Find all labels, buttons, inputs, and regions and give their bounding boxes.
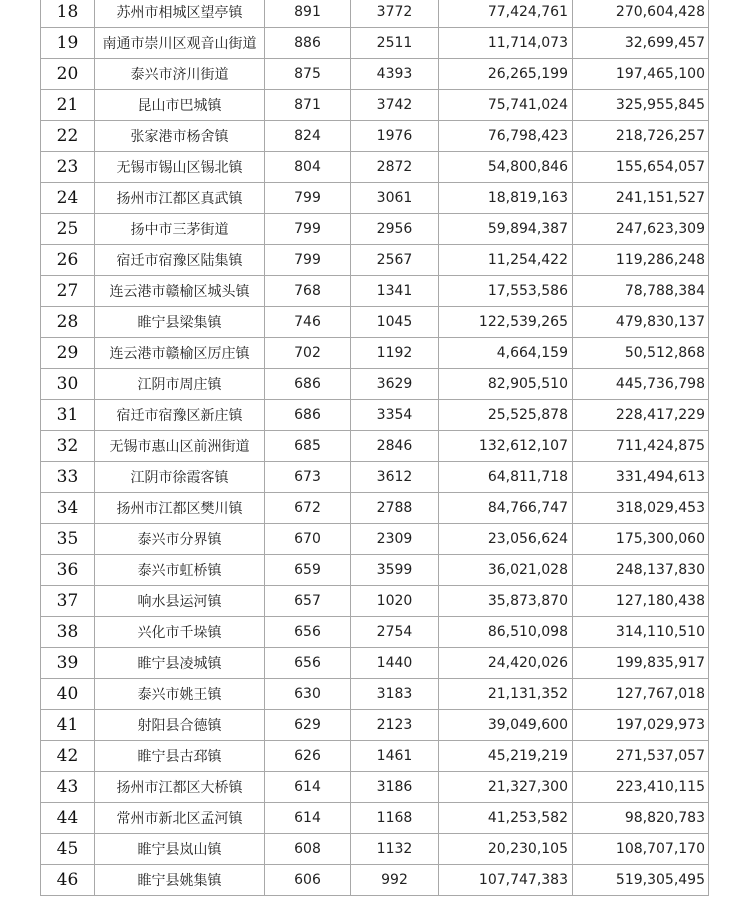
value-b-cell: 2123 [351, 710, 439, 741]
value-c-cell: 21,131,352 [439, 679, 573, 710]
value-d-cell: 32,699,457 [573, 28, 709, 59]
table-row [41, 152, 709, 183]
town-name-cell: 连云港市赣榆区厉庄镇 [95, 338, 265, 369]
table-row [41, 617, 709, 648]
value-a-cell: 657 [265, 586, 351, 617]
town-name-cell: 睢宁县古邳镇 [95, 741, 265, 772]
value-c-cell: 77,424,761 [439, 0, 573, 28]
town-name-cell: 昆山市巴城镇 [95, 90, 265, 121]
value-d-cell: 445,736,798 [573, 369, 709, 400]
rank-cell: 37 [41, 586, 95, 617]
rank-cell: 29 [41, 338, 95, 369]
value-c-cell: 35,873,870 [439, 586, 573, 617]
value-b-cell: 2956 [351, 214, 439, 245]
town-name-cell: 扬中市三茅街道 [95, 214, 265, 245]
rank-cell: 26 [41, 245, 95, 276]
value-a-cell: 685 [265, 431, 351, 462]
table-row [41, 183, 709, 214]
value-a-cell: 886 [265, 28, 351, 59]
value-d-cell: 248,137,830 [573, 555, 709, 586]
value-b-cell: 3599 [351, 555, 439, 586]
value-a-cell: 702 [265, 338, 351, 369]
value-d-cell: 247,623,309 [573, 214, 709, 245]
value-d-cell: 199,835,917 [573, 648, 709, 679]
value-d-cell: 711,424,875 [573, 431, 709, 462]
value-a-cell: 656 [265, 648, 351, 679]
value-d-cell: 119,286,248 [573, 245, 709, 276]
value-d-cell: 108,707,170 [573, 834, 709, 865]
value-a-cell: 673 [265, 462, 351, 493]
value-d-cell: 127,180,438 [573, 586, 709, 617]
town-name-cell: 扬州市江都区大桥镇 [95, 772, 265, 803]
value-b-cell: 3183 [351, 679, 439, 710]
table-row [41, 28, 709, 59]
rank-cell: 24 [41, 183, 95, 214]
value-b-cell: 3742 [351, 90, 439, 121]
town-name-cell: 宿迁市宿豫区陆集镇 [95, 245, 265, 276]
rank-cell: 22 [41, 121, 95, 152]
rank-cell: 20 [41, 59, 95, 90]
town-name-cell: 睢宁县姚集镇 [95, 865, 265, 896]
value-c-cell: 26,265,199 [439, 59, 573, 90]
value-b-cell: 1168 [351, 803, 439, 834]
table-row [41, 400, 709, 431]
value-b-cell: 1045 [351, 307, 439, 338]
value-b-cell: 2511 [351, 28, 439, 59]
value-b-cell: 1440 [351, 648, 439, 679]
value-a-cell: 768 [265, 276, 351, 307]
rank-cell: 41 [41, 710, 95, 741]
rank-cell: 30 [41, 369, 95, 400]
value-b-cell: 1976 [351, 121, 439, 152]
value-c-cell: 132,612,107 [439, 431, 573, 462]
table-row [41, 462, 709, 493]
value-a-cell: 614 [265, 803, 351, 834]
value-c-cell: 24,420,026 [439, 648, 573, 679]
value-d-cell: 127,767,018 [573, 679, 709, 710]
value-a-cell: 799 [265, 245, 351, 276]
value-b-cell: 2567 [351, 245, 439, 276]
value-b-cell: 2754 [351, 617, 439, 648]
value-a-cell: 871 [265, 90, 351, 121]
value-b-cell: 3612 [351, 462, 439, 493]
value-a-cell: 608 [265, 834, 351, 865]
rank-cell: 31 [41, 400, 95, 431]
table-row [41, 121, 709, 152]
value-d-cell: 479,830,137 [573, 307, 709, 338]
value-a-cell: 891 [265, 0, 351, 28]
value-b-cell: 3354 [351, 400, 439, 431]
rank-cell: 46 [41, 865, 95, 896]
value-b-cell: 3772 [351, 0, 439, 28]
town-name-cell: 兴化市千垛镇 [95, 617, 265, 648]
table-row [41, 0, 709, 28]
town-name-cell: 无锡市锡山区锡北镇 [95, 152, 265, 183]
value-c-cell: 86,510,098 [439, 617, 573, 648]
town-name-cell: 睢宁县岚山镇 [95, 834, 265, 865]
table-row [41, 555, 709, 586]
value-c-cell: 122,539,265 [439, 307, 573, 338]
value-d-cell: 314,110,510 [573, 617, 709, 648]
town-name-cell: 泰兴市姚王镇 [95, 679, 265, 710]
rank-cell: 32 [41, 431, 95, 462]
value-a-cell: 656 [265, 617, 351, 648]
value-c-cell: 54,800,846 [439, 152, 573, 183]
value-d-cell: 325,955,845 [573, 90, 709, 121]
value-d-cell: 331,494,613 [573, 462, 709, 493]
value-b-cell: 1341 [351, 276, 439, 307]
value-a-cell: 804 [265, 152, 351, 183]
value-a-cell: 670 [265, 524, 351, 555]
value-a-cell: 686 [265, 400, 351, 431]
value-a-cell: 626 [265, 741, 351, 772]
table-row [41, 307, 709, 338]
value-a-cell: 630 [265, 679, 351, 710]
value-c-cell: 39,049,600 [439, 710, 573, 741]
value-d-cell: 228,417,229 [573, 400, 709, 431]
table-row [41, 803, 709, 834]
value-b-cell: 4393 [351, 59, 439, 90]
value-d-cell: 223,410,115 [573, 772, 709, 803]
value-c-cell: 45,219,219 [439, 741, 573, 772]
value-c-cell: 4,664,159 [439, 338, 573, 369]
value-c-cell: 41,253,582 [439, 803, 573, 834]
value-b-cell: 3186 [351, 772, 439, 803]
table-row [41, 276, 709, 307]
value-c-cell: 64,811,718 [439, 462, 573, 493]
value-a-cell: 606 [265, 865, 351, 896]
value-b-cell: 992 [351, 865, 439, 896]
town-name-cell: 泰兴市虹桥镇 [95, 555, 265, 586]
town-name-cell: 张家港市杨舍镇 [95, 121, 265, 152]
rank-cell: 33 [41, 462, 95, 493]
table-row [41, 90, 709, 121]
value-b-cell: 1192 [351, 338, 439, 369]
rank-cell: 34 [41, 493, 95, 524]
value-a-cell: 799 [265, 183, 351, 214]
value-a-cell: 614 [265, 772, 351, 803]
table-row [41, 338, 709, 369]
rank-cell: 36 [41, 555, 95, 586]
value-b-cell: 2872 [351, 152, 439, 183]
value-c-cell: 25,525,878 [439, 400, 573, 431]
value-c-cell: 17,553,586 [439, 276, 573, 307]
table-row [41, 741, 709, 772]
value-b-cell: 2309 [351, 524, 439, 555]
value-b-cell: 2788 [351, 493, 439, 524]
table-row [41, 710, 709, 741]
value-d-cell: 519,305,495 [573, 865, 709, 896]
table-row [41, 493, 709, 524]
value-a-cell: 824 [265, 121, 351, 152]
rank-cell: 42 [41, 741, 95, 772]
town-name-cell: 宿迁市宿豫区新庄镇 [95, 400, 265, 431]
value-d-cell: 270,604,428 [573, 0, 709, 28]
value-b-cell: 3629 [351, 369, 439, 400]
town-name-cell: 射阳县合德镇 [95, 710, 265, 741]
rank-cell: 25 [41, 214, 95, 245]
value-a-cell: 686 [265, 369, 351, 400]
value-d-cell: 218,726,257 [573, 121, 709, 152]
value-a-cell: 746 [265, 307, 351, 338]
rank-cell: 43 [41, 772, 95, 803]
table-row [41, 214, 709, 245]
town-name-cell: 常州市新北区孟河镇 [95, 803, 265, 834]
rank-cell: 28 [41, 307, 95, 338]
town-name-cell: 扬州市江都区真武镇 [95, 183, 265, 214]
value-a-cell: 799 [265, 214, 351, 245]
table-row [41, 772, 709, 803]
value-c-cell: 20,230,105 [439, 834, 573, 865]
town-name-cell: 泰兴市济川街道 [95, 59, 265, 90]
value-c-cell: 11,714,073 [439, 28, 573, 59]
town-name-cell: 泰兴市分界镇 [95, 524, 265, 555]
rank-cell: 44 [41, 803, 95, 834]
town-name-cell: 扬州市江都区樊川镇 [95, 493, 265, 524]
rank-cell: 38 [41, 617, 95, 648]
table-row [41, 679, 709, 710]
value-d-cell: 78,788,384 [573, 276, 709, 307]
town-name-cell: 响水县运河镇 [95, 586, 265, 617]
value-c-cell: 36,021,028 [439, 555, 573, 586]
value-a-cell: 659 [265, 555, 351, 586]
value-b-cell: 1461 [351, 741, 439, 772]
value-c-cell: 18,819,163 [439, 183, 573, 214]
ranking-table-body [41, 0, 709, 896]
value-c-cell: 21,327,300 [439, 772, 573, 803]
value-d-cell: 197,029,973 [573, 710, 709, 741]
rank-cell: 35 [41, 524, 95, 555]
town-name-cell: 南通市崇川区观音山街道 [95, 28, 265, 59]
value-c-cell: 76,798,423 [439, 121, 573, 152]
town-name-cell: 苏州市相城区望亭镇 [95, 0, 265, 28]
value-a-cell: 629 [265, 710, 351, 741]
town-name-cell: 睢宁县凌城镇 [95, 648, 265, 679]
value-d-cell: 241,151,527 [573, 183, 709, 214]
value-a-cell: 672 [265, 493, 351, 524]
rank-cell: 23 [41, 152, 95, 183]
rank-cell: 40 [41, 679, 95, 710]
ranking-table [40, 0, 709, 896]
value-d-cell: 155,654,057 [573, 152, 709, 183]
value-d-cell: 50,512,868 [573, 338, 709, 369]
table-row [41, 245, 709, 276]
rank-cell: 21 [41, 90, 95, 121]
value-c-cell: 11,254,422 [439, 245, 573, 276]
value-c-cell: 59,894,387 [439, 214, 573, 245]
table-row [41, 431, 709, 462]
value-c-cell: 82,905,510 [439, 369, 573, 400]
value-a-cell: 875 [265, 59, 351, 90]
value-d-cell: 271,537,057 [573, 741, 709, 772]
value-b-cell: 2846 [351, 431, 439, 462]
value-b-cell: 1020 [351, 586, 439, 617]
town-name-cell: 江阴市周庄镇 [95, 369, 265, 400]
value-c-cell: 107,747,383 [439, 865, 573, 896]
value-d-cell: 197,465,100 [573, 59, 709, 90]
value-b-cell: 1132 [351, 834, 439, 865]
table-row [41, 524, 709, 555]
value-d-cell: 175,300,060 [573, 524, 709, 555]
town-name-cell: 连云港市赣榆区城头镇 [95, 276, 265, 307]
table-row [41, 865, 709, 896]
value-d-cell: 98,820,783 [573, 803, 709, 834]
value-c-cell: 75,741,024 [439, 90, 573, 121]
value-d-cell: 318,029,453 [573, 493, 709, 524]
rank-cell: 19 [41, 28, 95, 59]
value-b-cell: 3061 [351, 183, 439, 214]
town-name-cell: 睢宁县梁集镇 [95, 307, 265, 338]
rank-cell: 18 [41, 0, 95, 28]
table-row [41, 369, 709, 400]
table-row [41, 586, 709, 617]
rank-cell: 45 [41, 834, 95, 865]
value-c-cell: 23,056,624 [439, 524, 573, 555]
table-row [41, 59, 709, 90]
rank-cell: 39 [41, 648, 95, 679]
town-name-cell: 无锡市惠山区前洲街道 [95, 431, 265, 462]
table-row [41, 648, 709, 679]
town-name-cell: 江阴市徐霞客镇 [95, 462, 265, 493]
rank-cell: 27 [41, 276, 95, 307]
table-row [41, 834, 709, 865]
value-c-cell: 84,766,747 [439, 493, 573, 524]
